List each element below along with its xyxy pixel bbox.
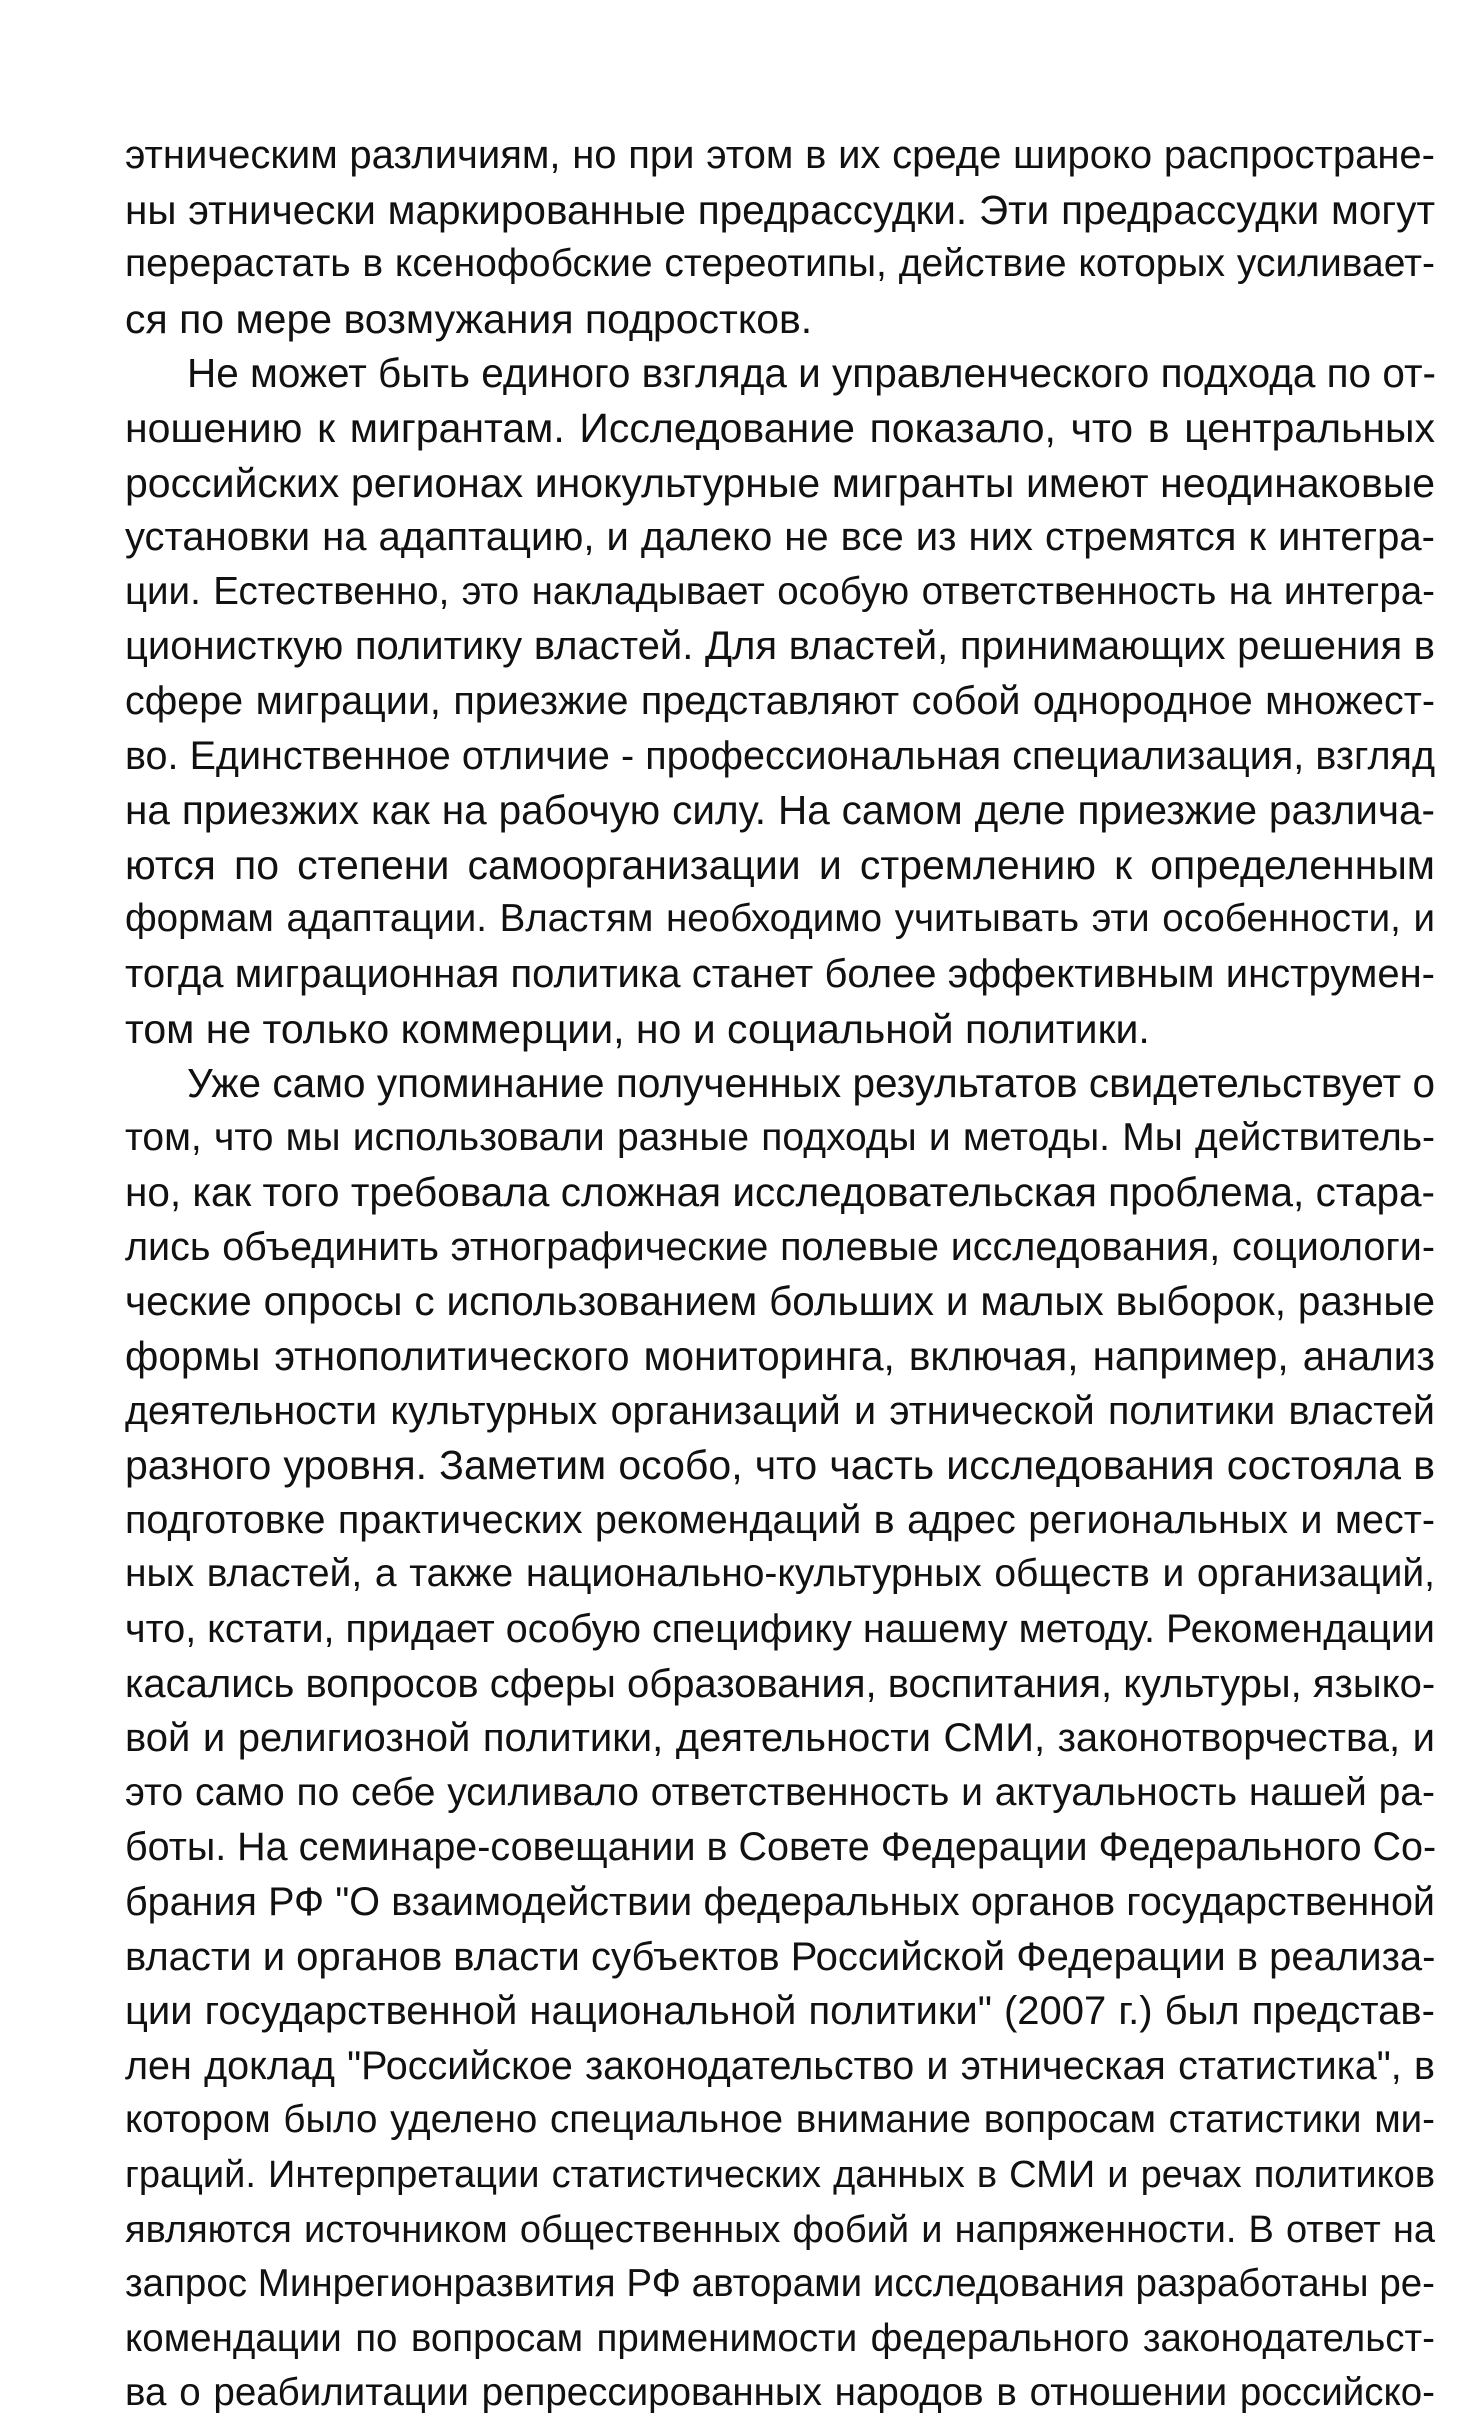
text-line: но, как того требовала сложная исследовательская проблема, стара- [125,1169,1435,1216]
text-line: этническим различиям, но при этом в их среде широко распростране- [125,133,1435,177]
text-line: ных властей, а также национально-культурных обществ и организаций, [125,1552,1435,1596]
text-line: перерастать в ксенофобские стереотипы, действие которых усиливает- [125,242,1435,286]
text-line: боты. На семинаре-совещании в Совете Федерации Федерального Со- [125,1825,1437,1870]
text-line: том, что мы использовали разные подходы и методы. Мы действитель- [125,1115,1435,1159]
text-line: котором было уделено специальное внимание вопросам статистики ми- [125,2098,1435,2142]
text-line: ционисткую политику властей. Для властей, принимающих решения в [125,624,1435,669]
text-line: ются по степени самоорганизации и стремлению к определенным [125,841,1435,888]
text-line: тогда миграционная политика станет более эффективным инструмен- [125,951,1435,996]
text-line: брания РФ "О взаимодействии федеральных органов государственной [125,1880,1435,1924]
text-line: формы этнополитического мониторинга, включая, например, анализ [125,1333,1435,1380]
text-line: формам адаптации. Властям необходимо учитывать эти особенности, и [125,897,1435,941]
text-line: ношению к мигрантам. Исследование показало, что в центральных [125,404,1435,451]
text-line: разного уровня. Заметим особо, что часть исследования состояла в [125,1442,1435,1489]
paragraph-3 [125,1056,1435,2421]
text-line: Уже само упоминание полученных результатов свидетельствует о [187,1060,1435,1107]
text-line: сфере миграции, приезжие представляют собой однородное множест- [125,678,1435,723]
text-line: установки на адаптацию, и далеко не все из них стремятся к интегра- [125,515,1435,560]
text-line: комендации по вопросам применимости федерального законодательст- [125,2316,1435,2360]
text-line: российских регионах инокультурные мигранты имеют неодинаковые [125,459,1435,506]
text-line: Не может быть единого взгляда и управленческого подхода по от- [187,350,1436,397]
text-line: что, кстати, придает особую специфику нашему методу. Рекомендации [125,1607,1435,1652]
text-line: граций. Интерпретации статистических данных в СМИ и речах политиков [125,2153,1435,2196]
text-line: ции. Естественно, это накладывает особую ответственность на интегра- [125,569,1435,613]
text-line: деятельности культурных организаций и этнической политики властей [125,1388,1435,1433]
text-line: ва о реабилитации репрессированных народов в отношении российско- [125,2371,1435,2415]
text-line: касались вопросов сферы образования, воспитания, культуры, языко- [125,1661,1436,1706]
text-line: являются источником общественных фобий и напряженности. В ответ на [125,2208,1435,2251]
text-line: лен доклад "Российское законодательство и этническая статистика", в [125,2043,1435,2088]
page-body [125,128,1435,2421]
paragraph-2 [125,346,1435,1056]
text-line: власти и органов власти субъектов Российской Федерации в реализа- [125,1934,1436,1979]
text-line: запрос Минрегионразвития РФ авторами исследования разработаны ре- [125,2262,1435,2306]
text-line: ческие опросы с использованием больших и малых выборок, разные [125,1278,1435,1325]
text-line: вой и религиозной политики, деятельности СМИ, законотворчества, и [125,1716,1435,1761]
text-line: это само по себе усиливало ответственность и актуальность нашей ра- [125,1770,1435,1814]
text-line: ны этнически маркированные предрассудки. Эти предрассудки могут [125,186,1435,233]
text-line: лись объединить этнографические полевые исследования, социологи- [125,1224,1435,1269]
paragraph-1 [125,128,1435,346]
text-line: подготовке практических рекомендаций в адрес региональных и мест- [125,1497,1435,1542]
text-line: ся по мере возмужания подростков. [125,295,813,342]
text-line: том не только коммерции, но и социальной политики. [125,1005,1150,1052]
text-line: ции государственной национальной политики" (2007 г.) был представ- [125,1989,1435,2034]
text-line: на приезжих как на рабочую силу. На самом деле приезжие различа- [125,787,1435,834]
text-line: во. Единственное отличие - профессиональная специализация, взгляд [125,733,1435,778]
